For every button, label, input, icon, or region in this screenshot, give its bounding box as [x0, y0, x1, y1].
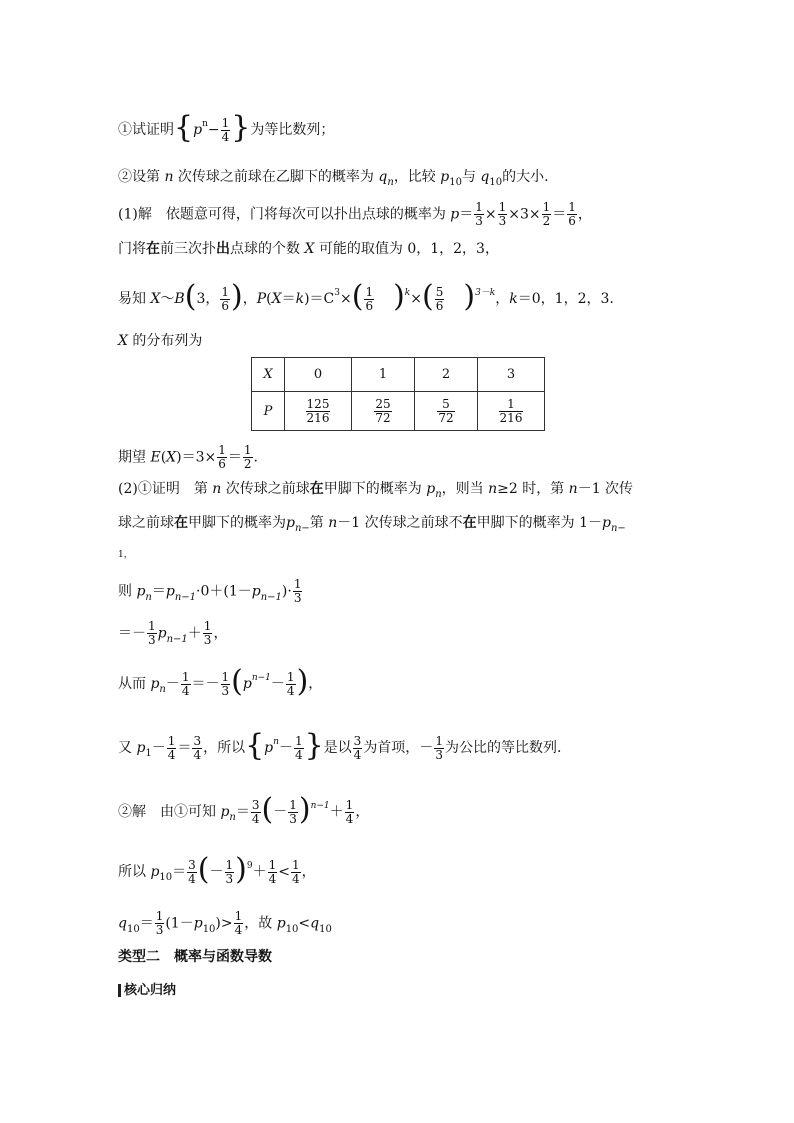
fraction: $\frac{1}{3}$: [148, 619, 156, 647]
core-summary-tag: 核心归纳: [118, 982, 176, 1000]
fraction: $\frac{3}{4}$: [251, 797, 260, 826]
fraction: $\frac{1}{3}$: [475, 200, 483, 228]
proof-line-2: 球之前球在甲脚下的概率为$p_{n-}$第 n－1 次传球之前球不在甲脚下的概率为 $1-p_{n-}$: [118, 515, 626, 534]
fraction: $\frac{1}{6}$: [568, 200, 576, 228]
fraction: $\frac{1}{4}$: [294, 733, 303, 762]
fraction: $\frac{1}{4}$: [291, 857, 300, 886]
brace-left: {: [174, 110, 194, 145]
tag-bar-icon: [118, 984, 121, 997]
fraction: $\frac{1}{4}$: [234, 909, 243, 937]
step-2-compare: ②设第 n 次传球之前球在乙脚下的概率为 $q_n$，比较 $p_{10}$与 $q_{10}$的大小.: [118, 169, 549, 188]
fraction: $\frac{1}{6}$: [365, 284, 374, 313]
general-term: ②解 由①可知 $p_n=$ $\frac{3}{4}$ (－ $\frac{1}{3}$ )$^{n-1}$＋ $\frac{1}{4}$ ，: [118, 792, 370, 827]
fraction: $\frac{1}{4}$: [286, 669, 295, 698]
distribution-table: [251, 357, 545, 431]
values-of-x: 门将在前三次扑出点球的个数 X 可能的取值为 0，1，2，3，: [118, 241, 499, 257]
fraction: $\frac{1}{3}$: [155, 909, 164, 937]
p10-value: 所以 $p_{10}=$ $\frac{3}{4}$ (－ $\frac{1}{3}$ )$^9$＋ $\frac{1}{4}$ < $\frac{1}{4}$ ，: [118, 852, 316, 887]
fraction: $\frac{1}{3}$: [289, 797, 297, 826]
fraction: $\frac{1}{3}$: [221, 669, 230, 698]
transform: 从而 $p_n-$ $\frac{1}{4}$ ＝－ $\frac{1}{3}$ ($p^{n-1}-$ $\frac{1}{4}$ )，: [118, 664, 323, 699]
fraction: $\frac{3}{4}$: [353, 733, 362, 762]
fraction: $\frac{1}{3}$: [203, 619, 212, 647]
text: 为等比数列；: [250, 122, 335, 138]
recurrence: 则 $p_n=p_{n-1}\cdot 0+(1-p_{n-1})\cdot$ $\frac{1}{3}$: [118, 577, 302, 605]
distribution-heading: X 的分布列为: [118, 333, 203, 349]
table-row: X 0 1 2 3: [252, 358, 545, 392]
text: ①试证明: [118, 122, 174, 138]
fraction: $\frac{1}{4}$: [221, 115, 230, 144]
fraction: $\frac{1}{3}$: [435, 733, 443, 762]
solution-1-probability: (1)解 依题意可得，门将每次可以扑出点球的概率为 p＝ $\frac{1}{3}$ × $\frac{1}{3}$ ×3× $\frac{1}{2}$ ＝ $\frac{1}{6}$ ，: [118, 200, 592, 228]
fraction: $\frac{1}{2}$: [542, 200, 551, 228]
expectation: 期望 E(X)＝3× $\frac{1}{6}$ ＝ $\frac{1}{2}$ .: [118, 443, 258, 471]
fraction: $\frac{3}{4}$: [188, 857, 196, 886]
op: −: [207, 122, 220, 138]
brace-right: }: [231, 110, 251, 145]
fraction: $\frac{5}{6}$: [435, 284, 444, 313]
fraction: $\frac{1}{4}$: [181, 669, 190, 698]
q10-comparison: $q_{10}=$ $\frac{1}{3}$ $(1-p_{10})>$ $\frac{1}{4}$ ，故 $p_{10}<q_{10}$: [118, 909, 332, 937]
recurrence-simplified: ＝－ $\frac{1}{3}$ $p_{n-1}+$ $\frac{1}{3}$ ，: [118, 619, 228, 647]
proof-line-3: 1，: [118, 550, 133, 560]
section-heading: 类型二 概率与函数导数: [118, 949, 272, 965]
fraction: $\frac{1}{6}$: [221, 284, 229, 313]
geometric-conclusion: 又 $p_1-$ $\frac{1}{4}$ ＝ $\frac{3}{4}$ ，所以{$p^n-$ $\frac{1}{4}$ }是以 $\frac{3}{4}$ 为首项，－ $\frac{1}{3}$ 为公比的等比数列.: [118, 728, 562, 763]
fraction: $\frac{1}{3}$: [498, 200, 507, 228]
fraction: $\frac{1}{6}$: [218, 443, 226, 471]
fraction: $\frac{1}{4}$: [345, 797, 354, 826]
var-p: p: [193, 122, 203, 138]
proof-start: (2)①证明 第 n 次传球之前球在甲脚下的概率为 $p_n$，则当 n≥2 时，第 n－1 次传: [118, 481, 634, 500]
fraction: $\frac{1}{4}$: [268, 857, 277, 886]
binomial-distribution: 易知 X～B(3， $\frac{1}{6}$ )，$P(X=k)=C^3\times$( $\frac{1}{6}$ )$^k$×( $\frac{5}{6}$ )$^{3-k}$，k＝0，1，2，3.: [118, 279, 614, 314]
fraction: $\frac{1}{3}$: [293, 577, 302, 605]
fraction: $\frac{1}{3}$: [225, 857, 234, 886]
fraction: $\frac{1}{4}$: [167, 733, 176, 762]
table-row: P $\frac{125}{216}$ $\frac{25}{72}$ $\frac{5}{72}$ $\frac{1}{216}$: [252, 392, 545, 431]
step-1-prove: [118, 110, 335, 145]
sup: n: [202, 119, 208, 129]
fraction: $\frac{3}{4}$: [193, 733, 202, 762]
fraction: $\frac{1}{2}$: [243, 443, 252, 471]
